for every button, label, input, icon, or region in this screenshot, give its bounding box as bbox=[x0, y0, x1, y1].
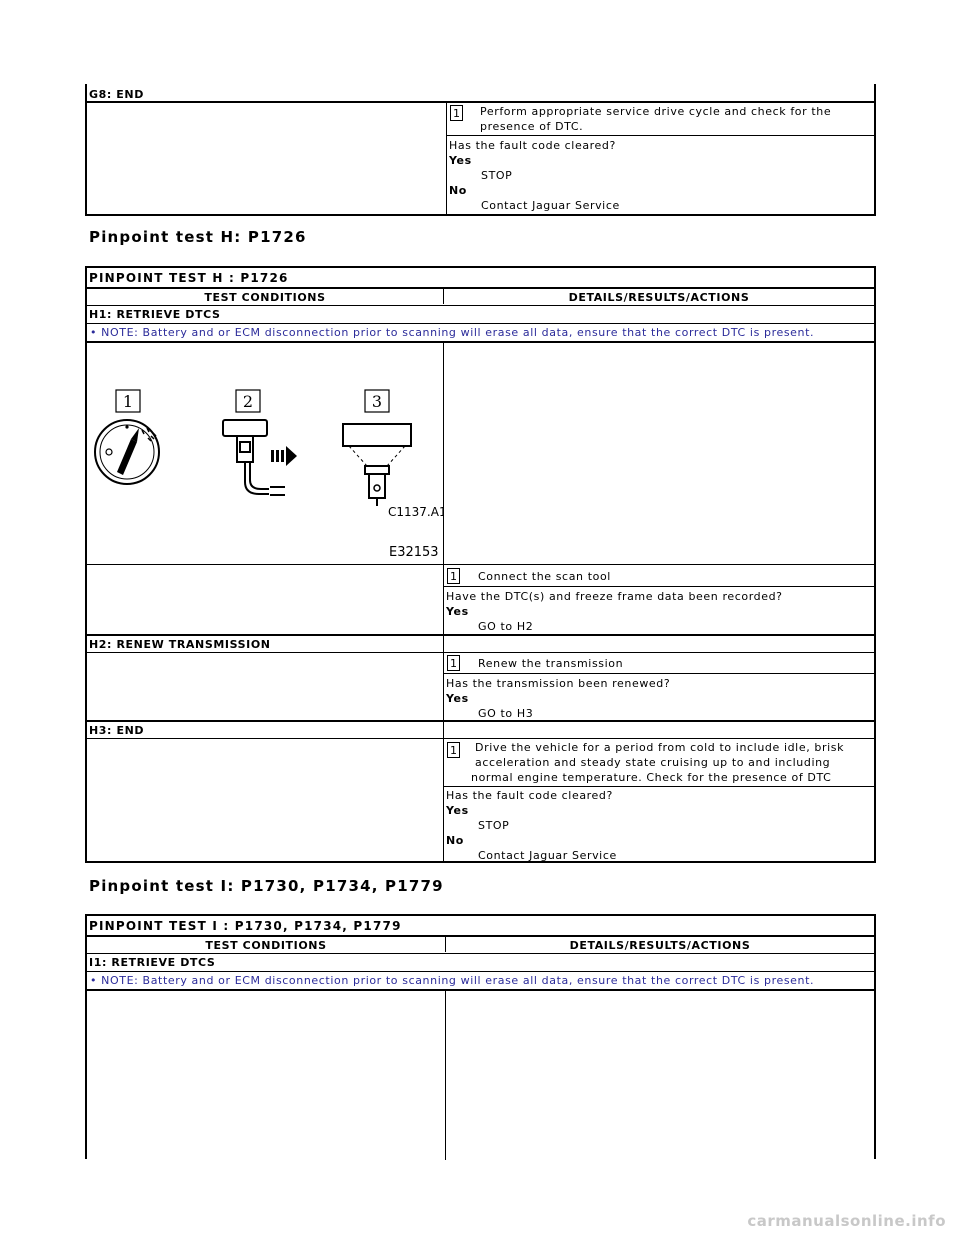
diagnostic-socket-icon bbox=[343, 424, 411, 506]
i1-note: • NOTE: Battery and or ECM disconnection prior to scanning will erase all data, ensure that the correct DTC is present. bbox=[90, 974, 815, 987]
h1-step-number: 1 bbox=[447, 568, 460, 584]
h1-title: H1: RETRIEVE DTCS bbox=[89, 308, 221, 321]
g8-question: Has the fault code cleared? bbox=[449, 139, 616, 152]
test-h-title: PINPOINT TEST H : P1726 bbox=[89, 271, 289, 285]
h2-step-number: 1 bbox=[447, 655, 460, 671]
figure-label-1: 1 bbox=[122, 392, 134, 411]
h1-yes-label: Yes bbox=[446, 605, 469, 618]
figure-label-3: 3 bbox=[371, 392, 383, 411]
h2-result bbox=[446, 676, 866, 721]
test-h-table bbox=[85, 266, 876, 863]
g8-result bbox=[449, 138, 869, 213]
h3-question: Has the fault code cleared? bbox=[446, 789, 613, 802]
h3-no-action: Contact Jaguar Service bbox=[478, 849, 617, 862]
figure-label-2: 2 bbox=[242, 392, 254, 411]
h1-question: Have the DTC(s) and freeze frame data been recorded? bbox=[446, 590, 783, 603]
h3-title: H3: END bbox=[89, 723, 443, 738]
h1-note: • NOTE: Battery and or ECM disconnection prior to scanning will erase all data, ensure that the correct DTC is present. bbox=[90, 326, 815, 339]
figure-ref-code: C1137.A1 bbox=[388, 505, 443, 519]
g8-title: G8: END bbox=[89, 88, 144, 101]
h3-step-line-1: Drive the vehicle for a period from cold to include idle, brisk bbox=[475, 741, 845, 754]
footer-watermark: carmanualsonline.info bbox=[747, 1212, 946, 1230]
h3-yes-action: STOP bbox=[478, 819, 510, 832]
test-h-col-test-conditions: TEST CONDITIONS bbox=[204, 291, 326, 304]
g8-no-label: No bbox=[449, 184, 467, 197]
test-h-col-details: DETAILS/RESULTS/ACTIONS bbox=[568, 291, 750, 304]
ignition-key-icon bbox=[95, 420, 159, 484]
test-i-title: PINPOINT TEST I : P1730, P1734, P1779 bbox=[89, 919, 402, 933]
test-i-table bbox=[85, 914, 876, 1159]
heading-pinpoint-test-h: Pinpoint test H: P1726 bbox=[89, 228, 307, 246]
h3-step-line-3: normal engine temperature. Check for the presence of DTC bbox=[471, 771, 832, 784]
g8-step-number: 1 bbox=[450, 105, 463, 121]
connect-arrow-icon bbox=[271, 446, 297, 466]
h2-step-text: Renew the transmission bbox=[478, 657, 624, 670]
test-i-col-details: DETAILS/RESULTS/ACTIONS bbox=[569, 939, 751, 952]
g8-no-action: Contact Jaguar Service bbox=[481, 199, 620, 212]
g8-yes-label: Yes bbox=[449, 154, 472, 167]
h3-step-line-2: acceleration and steady state cruising up to and including bbox=[475, 756, 831, 769]
h2-yes-label: Yes bbox=[446, 692, 469, 705]
h2-yes-action: GO to H3 bbox=[478, 707, 534, 720]
test-i-col-test-conditions: TEST CONDITIONS bbox=[205, 939, 327, 952]
g8-yes-action: STOP bbox=[481, 169, 513, 182]
scan-tool-connector-icon bbox=[223, 420, 285, 495]
g8-table bbox=[85, 84, 876, 216]
h3-step-number: 1 bbox=[447, 742, 460, 758]
h3-yes-label: Yes bbox=[446, 804, 469, 817]
h1-step-text: Connect the scan tool bbox=[478, 570, 611, 583]
h1-figure bbox=[87, 342, 443, 564]
h1-result bbox=[446, 589, 866, 634]
heading-pinpoint-test-i: Pinpoint test I: P1730, P1734, P1779 bbox=[89, 877, 444, 895]
h3-result bbox=[446, 788, 866, 863]
i1-title: I1: RETRIEVE DTCS bbox=[89, 956, 216, 969]
g8-step-text: Perform appropriate service drive cycle and check for the presence of DTC. bbox=[480, 105, 832, 133]
scan-tool-diagram bbox=[87, 342, 443, 564]
figure-code: E32153 bbox=[389, 545, 439, 560]
h3-step-text bbox=[471, 740, 873, 785]
h1-yes-action: GO to H2 bbox=[478, 620, 534, 633]
h3-no-label: No bbox=[446, 834, 464, 847]
h2-question: Has the transmission been renewed? bbox=[446, 677, 671, 690]
h2-title: H2: RENEW TRANSMISSION bbox=[89, 637, 443, 652]
